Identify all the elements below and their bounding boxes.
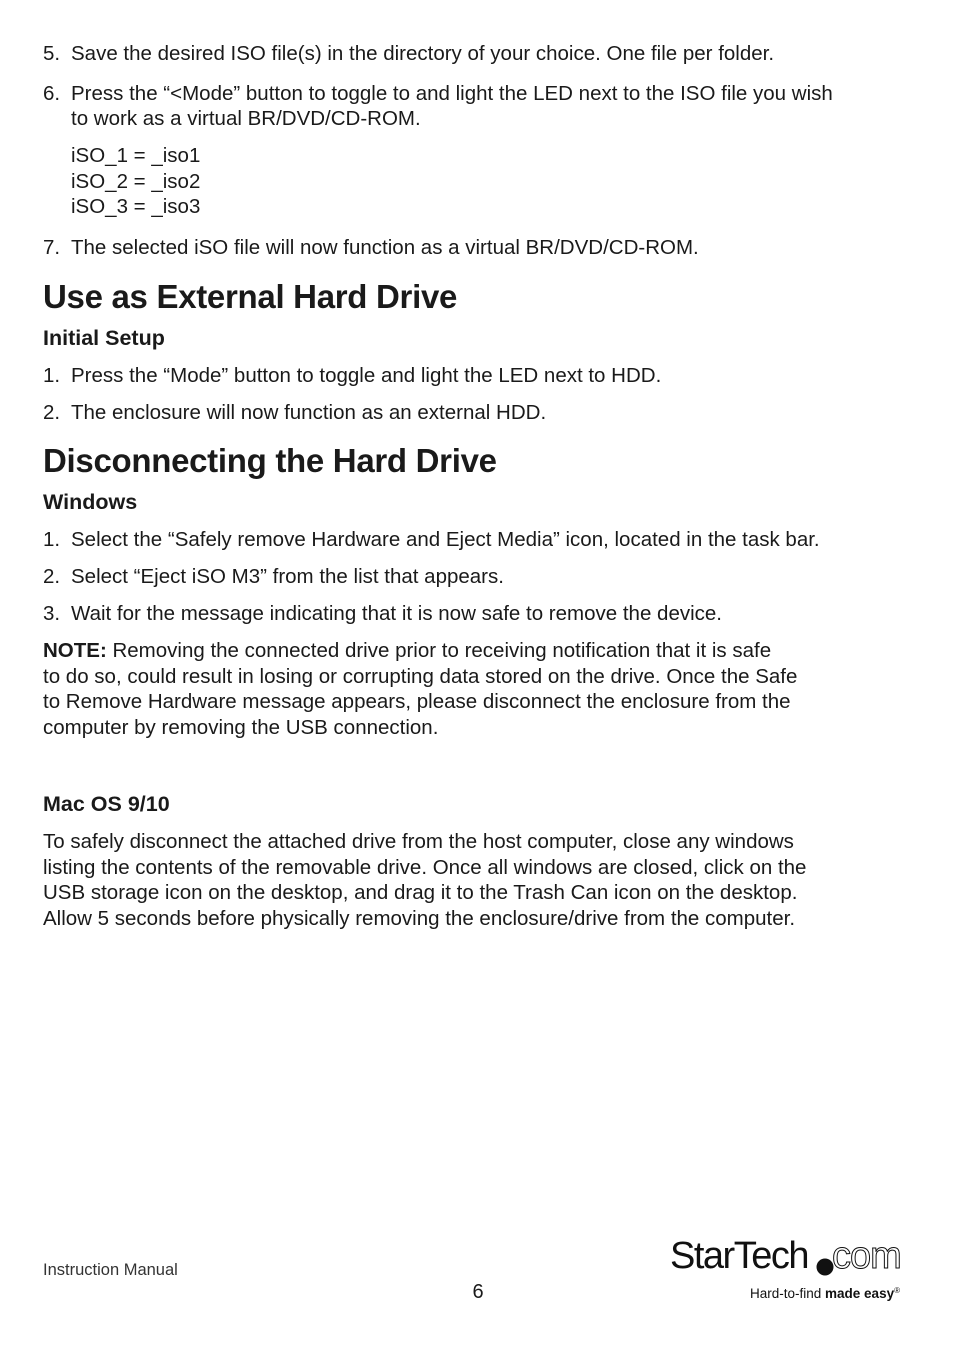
subheading-mac: Mac OS 9/10	[43, 792, 170, 816]
logo-dot	[817, 1259, 834, 1276]
list-text	[71, 81, 913, 131]
list-number: 1.	[43, 364, 61, 387]
list-text: Select “Eject iSO M3” from the list that appears.	[71, 565, 504, 588]
note-line	[43, 638, 913, 664]
list-number: 2.	[43, 565, 61, 588]
iso-mapping-line: iSO_1 = _iso1	[71, 144, 201, 167]
list-number: 2.	[43, 401, 61, 424]
note-paragraph	[43, 638, 913, 740]
note-line: computer by removing the USB connection.	[43, 715, 439, 739]
list-number: 1.	[43, 528, 61, 551]
mac-line: To safely disconnect the attached drive from the host computer, close any windows	[43, 830, 794, 853]
svg-text:StarTech: StarTech	[670, 1235, 808, 1277]
list-text: Select the “Safely remove Hardware and Eject Media” icon, located in the task bar.	[71, 528, 820, 551]
footer-label: Instruction Manual	[43, 1261, 178, 1279]
list-number: 3.	[43, 602, 61, 625]
svg-text:Hard-to-find made easy®: Hard-to-find made easy®	[750, 1286, 900, 1301]
startech-logo	[668, 1232, 912, 1304]
iso-mapping-line: iSO_3 = _iso3	[71, 195, 201, 218]
list-text: Wait for the message indicating that it is now safe to remove the device.	[71, 602, 723, 625]
section-heading-external: Use as External Hard Drive	[43, 278, 458, 315]
page-number: 6	[472, 1281, 484, 1303]
mac-line: listing the contents of the removable drive. Once all windows are closed, click on the	[43, 855, 807, 879]
list-text: The enclosure will now function as an external HDD.	[71, 401, 547, 424]
note-line: to Remove Hardware message appears, please disconnect the enclosure from the	[43, 690, 791, 713]
note-line: to do so, could result in losing or corrupting data stored on the drive. Once the Safe	[43, 664, 798, 688]
note-label: NOTE:	[43, 639, 107, 662]
subheading-initial-setup: Initial Setup	[43, 326, 165, 350]
mac-line: Allow 5 seconds before physically removing the enclosure/drive from the computer.	[43, 906, 796, 930]
mac-line: USB storage icon on the desktop, and drag it to the Trash Can icon on the desktop.	[43, 881, 798, 904]
mac-paragraph	[43, 829, 913, 931]
list-text-line: to work as a virtual BR/DVD/CD-ROM.	[71, 107, 421, 130]
list-number: 7.	[43, 236, 61, 259]
list-text-line: Press the “<Mode” button to toggle to and light the LED next to the ISO file you wish	[71, 82, 833, 105]
subheading-windows: Windows	[43, 490, 138, 514]
note-text: Removing the connected drive prior to receiving notification that it is safe	[106, 639, 772, 662]
iso-mapping-line: iSO_2 = _iso2	[71, 169, 201, 193]
list-text: Press the “Mode” button to toggle and light the LED next to HDD.	[71, 364, 662, 387]
list-number: 6.	[43, 82, 61, 105]
list-text: The selected iSO file will now function as a virtual BR/DVD/CD-ROM.	[71, 236, 699, 259]
svg-text:com: com	[832, 1235, 901, 1277]
iso-mapping	[71, 143, 200, 220]
section-heading-disconnect: Disconnecting the Hard Drive	[43, 442, 497, 479]
list-number: 5.	[43, 42, 61, 65]
list-text: Save the desired ISO file(s) in the directory of your choice. One file per folder.	[71, 42, 775, 65]
